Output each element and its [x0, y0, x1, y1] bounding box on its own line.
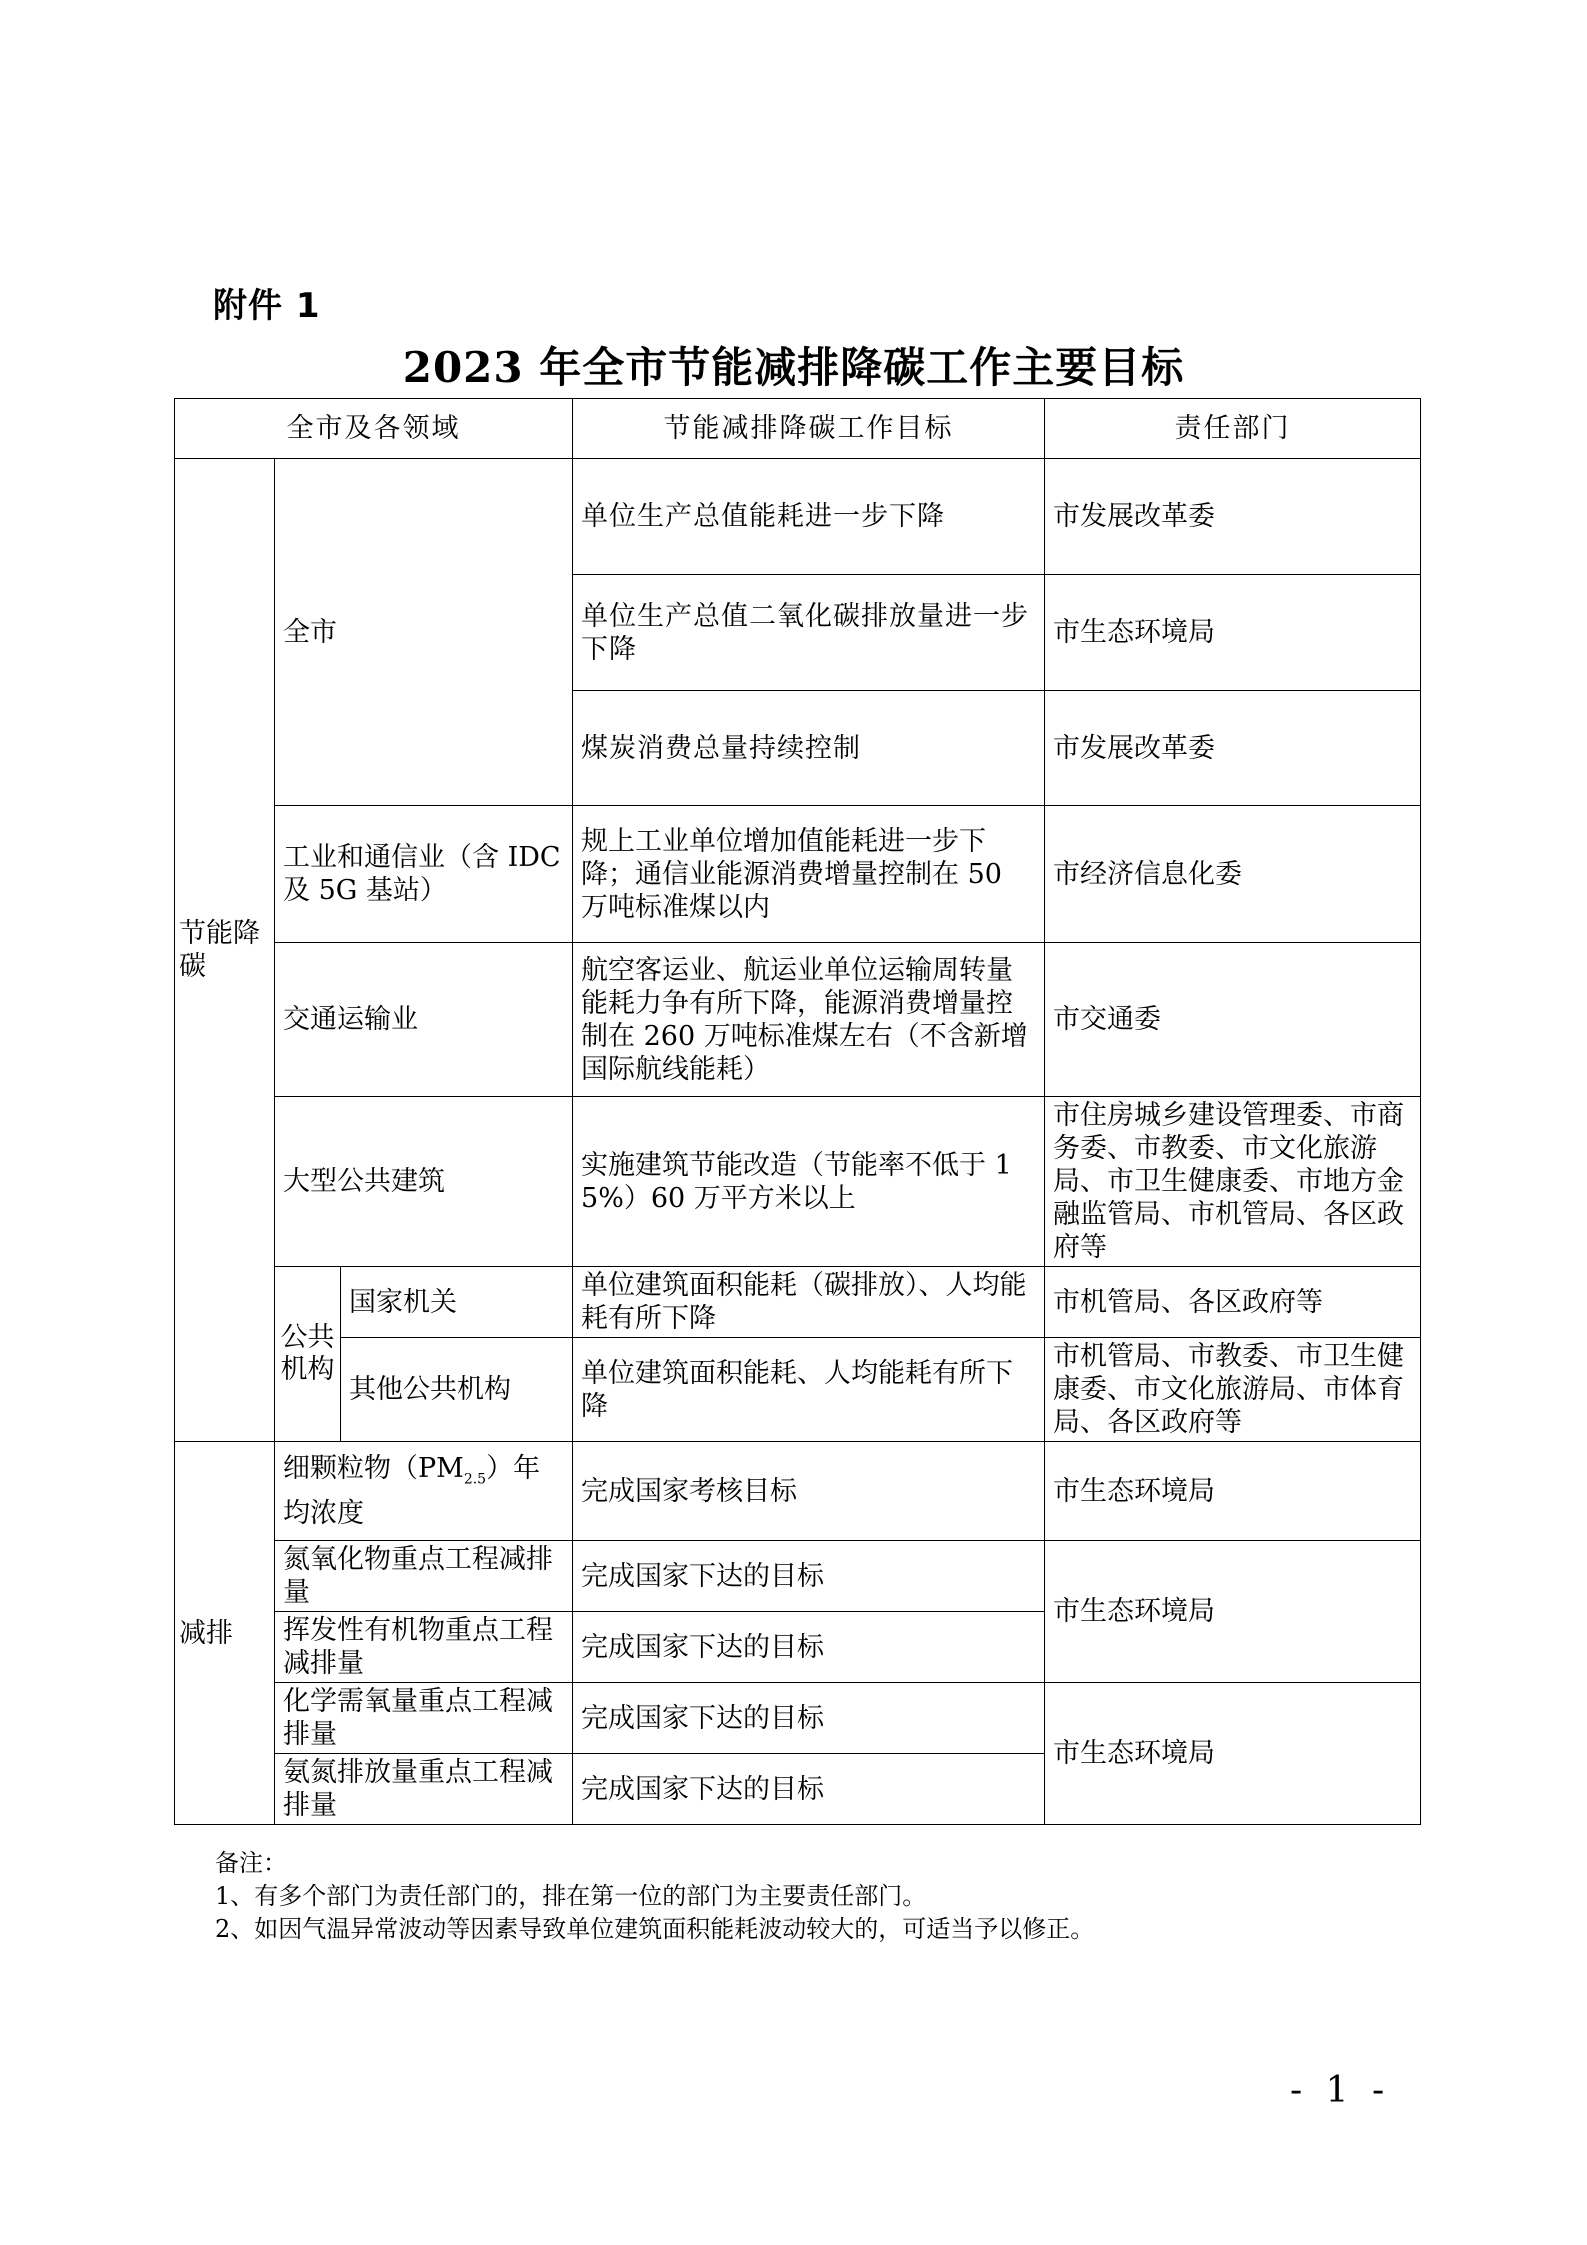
dept-transport: 市交通委 [1045, 943, 1421, 1097]
notes-label: 备注： [215, 1849, 287, 1877]
goal-cod: 完成国家下达的目标 [573, 1683, 1045, 1754]
dept-water: 市生态环境局 [1045, 1683, 1421, 1825]
goal-voc: 完成国家下达的目标 [573, 1612, 1045, 1683]
area-nox: 氮氧化物重点工程减排量 [275, 1541, 573, 1612]
dept-industry: 市经济信息化委 [1045, 806, 1421, 943]
area-pm25 [275, 1442, 573, 1541]
goal-transport: 航空客运业、航运业单位运输周转量能耗力争有所下降，能源消费增量控制在 260 万吨标准煤左右（不含新增国际航线能耗） [573, 943, 1045, 1097]
table-header-row [175, 399, 1421, 459]
goal-building: 实施建筑节能改造（节能率不低于 15%）60 万平方米以上 [573, 1097, 1045, 1267]
dept-gov: 市机管局、各区政府等 [1045, 1267, 1421, 1338]
column-header-area: 全市及各领域 [175, 399, 573, 459]
column-header-goal: 节能减排降碳工作目标 [573, 399, 1045, 459]
notes [215, 1847, 1094, 1946]
attachment-label: 附件 1 [213, 286, 321, 326]
area-transport: 交通运输业 [275, 943, 573, 1097]
goal-other: 单位建筑面积能耗、人均能耗有所下降 [573, 1338, 1045, 1442]
table-row [175, 1683, 1421, 1754]
goal-nh3: 完成国家下达的目标 [573, 1754, 1045, 1825]
group-energy: 节能降碳 [175, 459, 275, 1442]
table-row [175, 943, 1421, 1097]
area-other: 其他公共机构 [341, 1338, 573, 1442]
area-building: 大型公共建筑 [275, 1097, 573, 1267]
notes-item-1: 1、有多个部门为责任部门的，排在第一位的部门为主要责任部门。 [215, 1882, 927, 1910]
column-header-dept: 责任部门 [1045, 399, 1421, 459]
table-row [175, 1338, 1421, 1442]
pm-label-post: ）年均浓度 [283, 1453, 541, 1529]
pm-label-pre: 细颗粒物（PM [283, 1453, 464, 1485]
page-title: 2023 年全市节能减排降碳工作主要目标 [402, 343, 1185, 392]
area-cod: 化学需氧量重点工程减排量 [275, 1683, 573, 1754]
table-row [175, 806, 1421, 943]
goal-city-2: 单位生产总值二氧化碳排放量进一步下降 [573, 575, 1045, 691]
table-row [175, 1442, 1421, 1541]
table-row [175, 1541, 1421, 1612]
dept-city-3: 市发展改革委 [1045, 691, 1421, 806]
goal-nox: 完成国家下达的目标 [573, 1541, 1045, 1612]
goal-gov: 单位建筑面积能耗（碳排放）、人均能耗有所下降 [573, 1267, 1045, 1338]
page-number: - 1 - [1290, 2070, 1391, 2111]
group-public: 公共机构 [275, 1267, 341, 1442]
area-city: 全市 [275, 459, 573, 806]
area-voc: 挥发性有机物重点工程减排量 [275, 1612, 573, 1683]
goal-pm25: 完成国家考核目标 [573, 1442, 1045, 1541]
table-row [175, 1097, 1421, 1267]
dept-pm25: 市生态环境局 [1045, 1442, 1421, 1541]
area-nh3: 氨氮排放量重点工程减排量 [275, 1754, 573, 1825]
dept-city-1: 市发展改革委 [1045, 459, 1421, 575]
goal-city-3: 煤炭消费总量持续控制 [573, 691, 1045, 806]
dept-air: 市生态环境局 [1045, 1541, 1421, 1683]
table-row [175, 459, 1421, 575]
group-emission: 减排 [175, 1442, 275, 1825]
targets-table [174, 398, 1421, 1825]
dept-other: 市机管局、市教委、市卫生健康委、市文化旅游局、市体育局、各区政府等 [1045, 1338, 1421, 1442]
area-gov: 国家机关 [341, 1267, 573, 1338]
table-row [175, 1267, 1421, 1338]
goal-city-1: 单位生产总值能耗进一步下降 [573, 459, 1045, 575]
area-industry: 工业和通信业（含 IDC 及 5G 基站） [275, 806, 573, 943]
dept-building: 市住房城乡建设管理委、市商务委、市教委、市文化旅游局、市卫生健康委、市地方金融监管局、市机管局、各区政府等 [1045, 1097, 1421, 1267]
pm-label-sub: 2.5 [463, 1471, 487, 1488]
goal-industry: 规上工业单位增加值能耗进一步下降；通信业能源消费增量控制在 50 万吨标准煤以内 [573, 806, 1045, 943]
dept-city-2: 市生态环境局 [1045, 575, 1421, 691]
notes-item-2: 2、如因气温异常波动等因素导致单位建筑面积能耗波动较大的，可适当予以修正。 [215, 1915, 1095, 1943]
